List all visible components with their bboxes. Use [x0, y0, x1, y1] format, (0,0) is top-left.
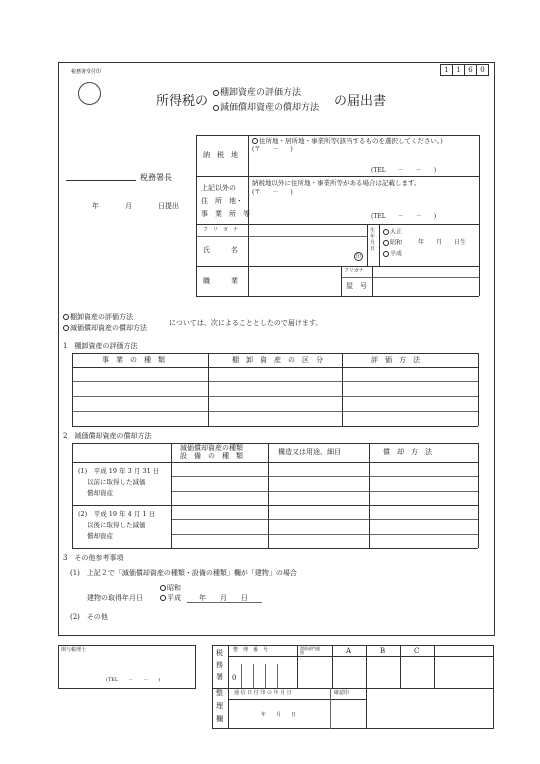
s2-line [72, 548, 478, 549]
seal-mark: 印 [355, 254, 361, 260]
office-vline [434, 645, 435, 688]
name-label: 氏 名 [203, 246, 238, 254]
confirm-label: 確認印 [334, 690, 350, 696]
s2-line [72, 443, 478, 444]
furigana2-label: フリガナ [344, 268, 364, 274]
era-showa[interactable]: 昭和 [383, 240, 402, 247]
stamp-date-label: 通 信 日 付 印 の 年 月 日 [234, 690, 292, 696]
office-vline [332, 645, 333, 688]
nozeichi-label: 納 税 地 [203, 151, 238, 159]
radio-icon [213, 90, 219, 96]
section2-heading: 2 減価償却資産の償却方法 [63, 432, 152, 440]
s2-col-structure: 構造又は用途、細目 [278, 448, 341, 456]
applicant-row-line [196, 266, 479, 267]
other-address-note: 納税地以外に住所地・事業所等がある場合は記載します。 [252, 179, 421, 187]
form-number-digit: 1 [452, 64, 465, 76]
s1-vline [342, 353, 343, 426]
decl-option-inventory[interactable]: 棚卸資産の評価方法 [63, 314, 133, 321]
date-month: 月 [125, 202, 132, 210]
office-vline [366, 645, 367, 729]
office-suffix: 税務署長 [140, 173, 172, 182]
office-side-char: 務 [216, 661, 223, 669]
title-suffix: の届出書 [334, 94, 387, 109]
other-address-label-1: 上記以外の [201, 184, 236, 192]
s2-line [72, 505, 478, 506]
s1-line [72, 426, 478, 427]
tel-1[interactable]: (TEL － － ) [371, 167, 437, 174]
radio-icon [383, 251, 389, 257]
tel-2[interactable]: (TEL － － ) [371, 213, 437, 220]
s2-row2-line3: 償却資産 [87, 532, 113, 540]
dept-contact-label: 関係部門連 絡 [300, 646, 328, 656]
radio-icon [160, 585, 166, 591]
shop-divider [341, 266, 342, 296]
tax-accountant-tel[interactable]: (TEL － － ) [106, 677, 161, 683]
radio-icon [160, 595, 166, 601]
office-side-char: 整 [216, 689, 223, 697]
form-number-digit: 1 [440, 64, 453, 76]
date-year: 年 [92, 202, 99, 210]
s2-row2-line1: (2) 平成 19 年 4 月 1 日 [78, 510, 156, 518]
furigana-line [196, 236, 367, 237]
s3-era-showa[interactable]: 昭和 [160, 585, 181, 592]
s2-row2-line2: 以後に取得した減価 [87, 521, 146, 529]
col-b: B [380, 647, 386, 655]
birth-ymd: 年 月 日生 [418, 239, 467, 246]
office-vline [400, 645, 401, 688]
office-vline [297, 645, 298, 688]
s2-row1-line2: 以前に取得した減価 [87, 478, 146, 486]
other-address-label-3: 事 業 所 等 [201, 210, 250, 218]
birth-divider [379, 224, 380, 266]
s3-date-line[interactable] [187, 602, 262, 603]
declaration-text: については、次によることとしたので届けます。 [169, 319, 323, 327]
s1-col-method: 評 価 方 法 [371, 356, 420, 364]
s2-col-method: 償 却 方 法 [383, 448, 432, 456]
s2-line [171, 476, 478, 477]
col-a: A [346, 647, 352, 655]
office-side-char: 税 [216, 649, 223, 657]
section3-heading: 3 その他参考事項 [63, 554, 124, 562]
office-side-char: 理 [216, 702, 223, 710]
s1-line [72, 396, 478, 397]
office-vline [330, 688, 331, 729]
s1-line [72, 367, 478, 368]
s2-row1-line3: 償却資産 [87, 489, 113, 497]
s2-line [72, 462, 478, 463]
s3-item2: (2) その他 [70, 613, 108, 621]
date-day: 日提出 [158, 202, 179, 210]
s3-era-heisei[interactable]: 平成 [160, 595, 181, 602]
s1-col-inventory: 棚 卸 資 産 の 区 分 [232, 356, 323, 364]
s1-line [72, 353, 478, 354]
radio-icon [252, 138, 258, 144]
job-label: 職 業 [203, 277, 238, 285]
title-prefix: 所得税の [156, 94, 209, 109]
applicant-row-line [196, 176, 479, 177]
s2-col-asset-1: 減価償却資産の種類 [180, 444, 243, 452]
shop-divider [372, 266, 373, 296]
s2-col-asset-2: 設 備 の 種 類 [180, 452, 243, 460]
s2-line [171, 534, 478, 535]
s1-col-business: 事 業 の 種 類 [102, 356, 165, 364]
col-c: C [414, 647, 420, 655]
stamp-circle [78, 82, 101, 105]
office-seiri-tick [253, 664, 254, 688]
s2-vline [72, 443, 73, 548]
applicant-bottom [196, 296, 479, 297]
section1-heading: 1 棚卸資産の評価方法 [63, 342, 138, 350]
office-hline [228, 656, 494, 657]
title-option-depreciation[interactable]: 減価償却資産の償却方法 [213, 104, 319, 113]
other-address-label-2: 住 所 地・ [201, 197, 243, 205]
s1-vline [478, 353, 479, 426]
seiri-number-label: 整 理 番 号 [233, 647, 269, 653]
stamp-label: 税務署受付印 [71, 69, 102, 75]
decl-option-depreciation[interactable]: 減価償却資産の償却方法 [63, 325, 147, 332]
s1-vline [72, 353, 73, 426]
office-vline [228, 645, 229, 729]
birth-divider [367, 224, 368, 266]
birth-label: 生年月日 [370, 228, 376, 252]
tax-accountant-label: 関与税理士 [61, 647, 87, 653]
office-seiri-tick [265, 664, 266, 688]
era-taisho[interactable]: 大正 [383, 229, 402, 236]
applicant-row-line [196, 224, 479, 225]
office-name-line[interactable] [66, 180, 136, 181]
s3-item1: (1) 上記２で「減価償却資産の種類・設備の種類」欄が「建物」の場合 [70, 569, 297, 577]
office-seiri-tick [241, 664, 242, 688]
title-option-inventory[interactable]: 棚卸資産の評価方法 [213, 89, 301, 98]
office-hline [228, 699, 366, 700]
s2-line [171, 491, 478, 492]
s1-line [72, 381, 478, 382]
s2-vline [171, 443, 172, 548]
form-number-digit: 6 [464, 64, 477, 76]
postal-code-1[interactable]: (〒 － ) [252, 146, 293, 153]
s2-line [171, 519, 478, 520]
office-use-box [212, 645, 494, 729]
office-hline [212, 688, 494, 689]
nozeichi-options[interactable]: 住所地・居所地・事業所等(該当するものを選択してください。) [252, 138, 443, 145]
s2-vline [369, 443, 370, 548]
office-side-char: 欄 [216, 715, 223, 723]
s3-ymd: 年 月 日 [199, 594, 248, 602]
radio-icon [383, 229, 389, 235]
furigana2-line [341, 277, 479, 278]
applicant-top [196, 135, 479, 136]
applicant-right [479, 135, 480, 296]
radio-icon [63, 314, 69, 320]
applicant-left [196, 135, 197, 296]
furigana-label: フ リ ガ ナ [203, 227, 239, 233]
shop-name-label: 屋 号 [346, 282, 367, 290]
s2-vline [268, 443, 269, 548]
office-seiri-tick [277, 664, 278, 688]
s2-vline [478, 443, 479, 548]
postal-code-2[interactable]: (〒 － ) [252, 189, 293, 196]
radio-icon [63, 325, 69, 331]
s1-vline [208, 353, 209, 426]
stamp-ymd: 年 月 日 [261, 712, 297, 718]
s3-building-date-label: 建物の取得年月日 [87, 594, 143, 602]
s1-line [72, 411, 478, 412]
seiri-zero: 0 [232, 674, 237, 682]
radio-icon [213, 105, 219, 111]
s2-row1-line1: (1) 平成 19 年 3 月 31 日 [78, 467, 160, 475]
form-number-digit: 0 [476, 64, 489, 76]
office-side-char: 署 [216, 673, 223, 681]
era-heisei[interactable]: 平成 [383, 251, 402, 258]
radio-icon [383, 240, 389, 246]
